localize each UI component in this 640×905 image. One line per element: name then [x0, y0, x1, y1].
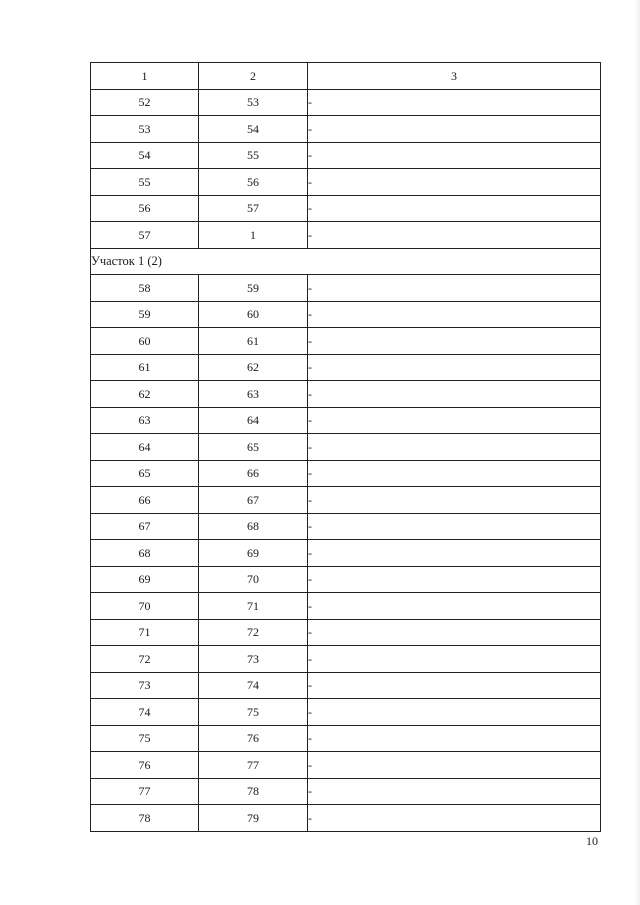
table-row — [91, 487, 601, 514]
table-row — [91, 275, 601, 302]
cell-value: - — [308, 566, 601, 593]
cell-value: - — [308, 487, 601, 514]
cell-value: - — [308, 778, 601, 805]
cell-value: - — [308, 407, 601, 434]
table-row — [91, 566, 601, 593]
cell-value: - — [308, 513, 601, 540]
cell-to-point: 61 — [199, 328, 308, 355]
table-row — [91, 513, 601, 540]
cell-from-point: 55 — [91, 169, 199, 196]
table-row — [91, 328, 601, 355]
cell-from-point: 71 — [91, 619, 199, 646]
table-row — [91, 381, 601, 408]
table-header-row — [91, 63, 601, 90]
cell-from-point: 52 — [91, 89, 199, 116]
cell-from-point: 56 — [91, 195, 199, 222]
cell-to-point: 64 — [199, 407, 308, 434]
table-row — [91, 407, 601, 434]
cell-value: - — [308, 116, 601, 143]
table-row — [91, 222, 601, 249]
table-row — [91, 434, 601, 461]
cell-from-point: 70 — [91, 593, 199, 620]
table-row — [91, 169, 601, 196]
table-row — [91, 646, 601, 673]
table-row — [91, 195, 601, 222]
cell-from-point: 60 — [91, 328, 199, 355]
cell-value: - — [308, 646, 601, 673]
cell-to-point: 76 — [199, 725, 308, 752]
cell-value: - — [308, 142, 601, 169]
column-header-1: 1 — [91, 63, 199, 90]
cell-to-point: 62 — [199, 354, 308, 381]
cell-to-point: 59 — [199, 275, 308, 302]
cell-from-point: 76 — [91, 752, 199, 779]
table-row — [91, 89, 601, 116]
cell-to-point: 68 — [199, 513, 308, 540]
cell-to-point: 75 — [199, 699, 308, 726]
cell-from-point: 61 — [91, 354, 199, 381]
table-row — [91, 540, 601, 567]
cell-to-point: 72 — [199, 619, 308, 646]
cell-value: - — [308, 619, 601, 646]
cell-to-point: 65 — [199, 434, 308, 461]
table-row — [91, 752, 601, 779]
cell-from-point: 66 — [91, 487, 199, 514]
cell-value: - — [308, 328, 601, 355]
cell-to-point: 79 — [199, 805, 308, 832]
cell-to-point: 60 — [199, 301, 308, 328]
cell-value: - — [308, 593, 601, 620]
cell-value: - — [308, 725, 601, 752]
cell-from-point: 73 — [91, 672, 199, 699]
cell-to-point: 78 — [199, 778, 308, 805]
cell-to-point: 54 — [199, 116, 308, 143]
cell-value: - — [308, 301, 601, 328]
cell-to-point: 69 — [199, 540, 308, 567]
cell-to-point: 1 — [199, 222, 308, 249]
column-header-3: 3 — [308, 63, 601, 90]
page-edge-shadow — [634, 0, 640, 905]
cell-from-point: 54 — [91, 142, 199, 169]
table-row — [91, 116, 601, 143]
cell-value: - — [308, 434, 601, 461]
table-row — [91, 354, 601, 381]
cell-from-point: 74 — [91, 699, 199, 726]
cell-to-point: 77 — [199, 752, 308, 779]
cell-to-point: 73 — [199, 646, 308, 673]
table-row — [91, 142, 601, 169]
cell-value: - — [308, 89, 601, 116]
cell-value: - — [308, 354, 601, 381]
cell-from-point: 78 — [91, 805, 199, 832]
table-row — [91, 460, 601, 487]
cell-value: - — [308, 672, 601, 699]
cell-to-point: 56 — [199, 169, 308, 196]
cell-to-point: 66 — [199, 460, 308, 487]
cell-from-point: 62 — [91, 381, 199, 408]
cell-value: - — [308, 381, 601, 408]
section-row — [91, 248, 601, 275]
table-row — [91, 725, 601, 752]
table-row — [91, 593, 601, 620]
table-body — [91, 89, 601, 831]
cell-to-point: 55 — [199, 142, 308, 169]
table-row — [91, 699, 601, 726]
cell-to-point: 67 — [199, 487, 308, 514]
cell-value: - — [308, 805, 601, 832]
table-row — [91, 805, 601, 832]
cell-to-point: 63 — [199, 381, 308, 408]
cell-from-point: 67 — [91, 513, 199, 540]
cell-from-point: 69 — [91, 566, 199, 593]
cell-from-point: 77 — [91, 778, 199, 805]
cell-from-point: 53 — [91, 116, 199, 143]
cell-value: - — [308, 540, 601, 567]
cell-from-point: 64 — [91, 434, 199, 461]
cell-from-point: 63 — [91, 407, 199, 434]
cell-value: - — [308, 275, 601, 302]
section-title: Участок 1 (2) — [91, 248, 601, 275]
cell-value: - — [308, 222, 601, 249]
column-header-2: 2 — [199, 63, 308, 90]
cell-from-point: 59 — [91, 301, 199, 328]
table-row — [91, 301, 601, 328]
cell-to-point: 53 — [199, 89, 308, 116]
table-row — [91, 778, 601, 805]
cell-value: - — [308, 460, 601, 487]
cell-from-point: 75 — [91, 725, 199, 752]
page-number: 10 — [586, 834, 598, 848]
cell-from-point: 68 — [91, 540, 199, 567]
table-row — [91, 672, 601, 699]
cell-from-point: 72 — [91, 646, 199, 673]
cell-from-point: 57 — [91, 222, 199, 249]
cell-from-point: 65 — [91, 460, 199, 487]
cell-value: - — [308, 752, 601, 779]
cell-to-point: 74 — [199, 672, 308, 699]
cell-to-point: 57 — [199, 195, 308, 222]
boundary-points-table — [90, 62, 601, 832]
cell-value: - — [308, 699, 601, 726]
table-row — [91, 619, 601, 646]
cell-value: - — [308, 169, 601, 196]
cell-from-point: 58 — [91, 275, 199, 302]
cell-to-point: 71 — [199, 593, 308, 620]
cell-to-point: 70 — [199, 566, 308, 593]
cell-value: - — [308, 195, 601, 222]
